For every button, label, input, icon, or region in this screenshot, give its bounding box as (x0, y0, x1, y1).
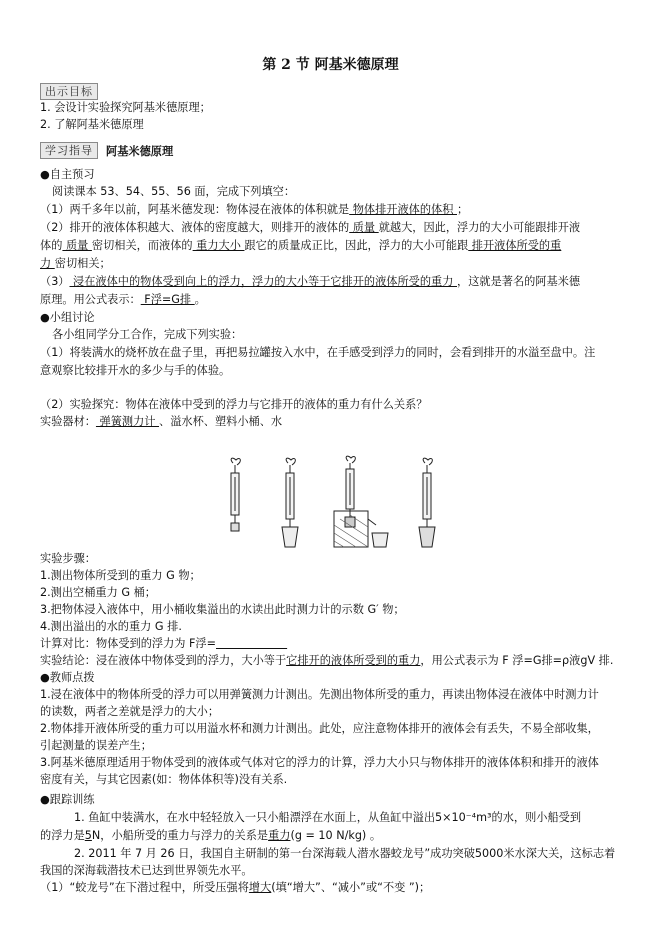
teacher-item-2-line-2: 引起测量的误差产生； (40, 739, 152, 752)
answer-blank: 它排开的液体所受到的重力 (286, 654, 421, 667)
question-3-line-1: （3） 浸在液体中的物体受到向上的浮力，浮力的大小等于它排开的液体所受的重力 ，这就是著名的阿基米德 (40, 275, 581, 288)
teacher-item-1-line-2: 的读数，两者之差就是浮力的大小； (40, 705, 220, 718)
exercise-1-line-1: 1. 鱼缸中装满水，在水中轻轻放入一只小船漂浮在水面上，从鱼缸中溢出5×10⁻⁴m³的水，则小船受到 (74, 811, 582, 824)
equipment-line: 实验器材： 弹簧测力计 、溢水杯、塑料小桶、水 (40, 415, 283, 428)
steps-heading: 实验步骤： (40, 552, 96, 565)
objective-item: 2. 了解阿基米德原理 (40, 118, 144, 131)
answer-blank: 增大 (248, 881, 272, 894)
experiment-figure (210, 455, 460, 551)
section-tag-guide: 学习指导 (40, 142, 98, 159)
teacher-item-1-line-1: 1.浸在液体中的物体所受的浮力可以用弹簧测力计测出。先测出物体所受的重力，再读出物体浸在液体中时测力计 (40, 688, 599, 701)
overflow-cup-illustration (334, 456, 388, 547)
page-title: 第 2 节 阿基米德原理 (262, 57, 399, 73)
exercise-1-line-2: 的浮力是5N，小船所受的重力与浮力的关系是重力(g = 10 N/kg) 。 (40, 829, 382, 842)
answer-blank: 力 (40, 257, 55, 270)
step-4: 4.测出溢出的水的重力 G 排. (40, 620, 182, 633)
teacher-item-3-line-2: 密度有关，与其它因素(如：物体体积等)没有关系. (40, 773, 288, 786)
answer-blank: 质量 (62, 239, 92, 252)
group-item-1-line-2: 意观察比较排开水的多少与手的体验。 (40, 364, 231, 377)
section-tag-objectives: 出示目标 (40, 83, 98, 100)
answer-blank: 重力 (268, 829, 291, 842)
group-heading: ●小组讨论 (40, 311, 95, 324)
step-2: 2.测出空桶重力 G 桶； (40, 586, 156, 599)
answer-blank (216, 637, 287, 650)
answer-blank: 浸在液体中的物体受到向上的浮力，浮力的大小等于它排开的液体所受的重力 (69, 275, 457, 288)
teacher-heading: ●教师点拨 (40, 671, 95, 684)
formula-blank: F浮=G排 (140, 293, 195, 306)
exercise-2-line-1: 2. 2011 年 7 月 26 日，我国自主研制的第一台深海载人潜水器蛟龙号”成功突破5000米水深大关，这标志着 (74, 847, 616, 860)
answer-blank: 重力大小 (192, 239, 245, 252)
question-1: （1）两千多年以前，阿基米德发现：物体浸在液体的体积就是 物体排开液体的体积 ； (40, 203, 469, 216)
group-intro: 各小组同学分工合作，完成下列实验： (52, 328, 243, 341)
answer-blank: 质量 (349, 221, 379, 234)
spring-scale-2-illustration (282, 458, 298, 547)
self-study-intro: 阅读课本 53、54、55、56 面，完成下列填空： (52, 185, 296, 198)
conclusion-line: 实验结论：浸在液体中物体受到的浮力，大小等于它排开的液体所受到的重力，用公式表示为 F 浮=G排=ρ液gV 排. (40, 654, 614, 667)
step-1: 1.测出物体所受到的重力 G 物； (40, 569, 201, 582)
spring-scale-1-illustration (231, 458, 240, 531)
answer-blank: 排开液体所受的重 (468, 239, 562, 252)
guide-heading: 阿基米德原理 (106, 145, 174, 158)
practice-heading: ●跟踪训练 (40, 793, 95, 806)
question-2-line-1: （2）排开的液体体积越大、液体的密度越大，则排开的液体的 质量 就越大，因此，浮力的大小可能跟排开液 (40, 221, 581, 234)
question-2-line-2: 体的 质量 密切相关，而液体的 重力大小 跟它的质量成正比，因此，浮力的大小可能跟 排开液体所受的重 (40, 239, 562, 252)
answer-blank: 弹簧测力计 (95, 415, 160, 428)
answer-blank: 5 (84, 829, 92, 842)
teacher-item-2-line-1: 2.物体排开液体所受的重力可以用溢水杯和测力计测出。此处，应注意物体排开的液体会有丢失，不易全部收集， (40, 722, 599, 735)
objective-item: 1. 会设计实验探究阿基米德原理； (40, 101, 211, 114)
question-3-line-2: 原理。用公式表示： F浮=G排 。 (40, 293, 206, 306)
exercise-2-line-2: 我国的深海载潜技术已达到世界领先水平。 (40, 864, 253, 877)
exercise-2-sub-1: （1）“蛟龙号”在下潜过程中，所受压强将增大(填“增大”、“减小”或“不变 ”)； (40, 881, 431, 894)
group-item-2: （2）实验探究：物体在液体中受到的浮力与它排开的液体的重力有什么关系？ (40, 398, 428, 411)
group-item-1-line-1: （1）将装满水的烧杯放在盘子里，再把易拉罐按入水中，在手感受到浮力的同时，会看到排开的水溢至盘中。注 (40, 346, 596, 359)
teacher-item-3-line-1: 3.阿基米德原理适用于物体受到的液体或气体对它的浮力的计算，浮力大小只与物体排开的液体体积和排开的液体 (40, 756, 599, 769)
calc-line: 计算对比：物体受到的浮力为 F浮= (40, 636, 287, 652)
answer-blank: 物体排开液体的体积 (349, 203, 457, 216)
spring-scale-4-illustration (419, 458, 435, 547)
question-2-line-3: 力 密切相关； (40, 257, 111, 270)
self-study-heading: ●自主预习 (40, 168, 95, 181)
step-3: 3.把物体浸入液体中，用小桶收集溢出的水读出此时测力计的示数 G′ 物； (40, 603, 405, 616)
